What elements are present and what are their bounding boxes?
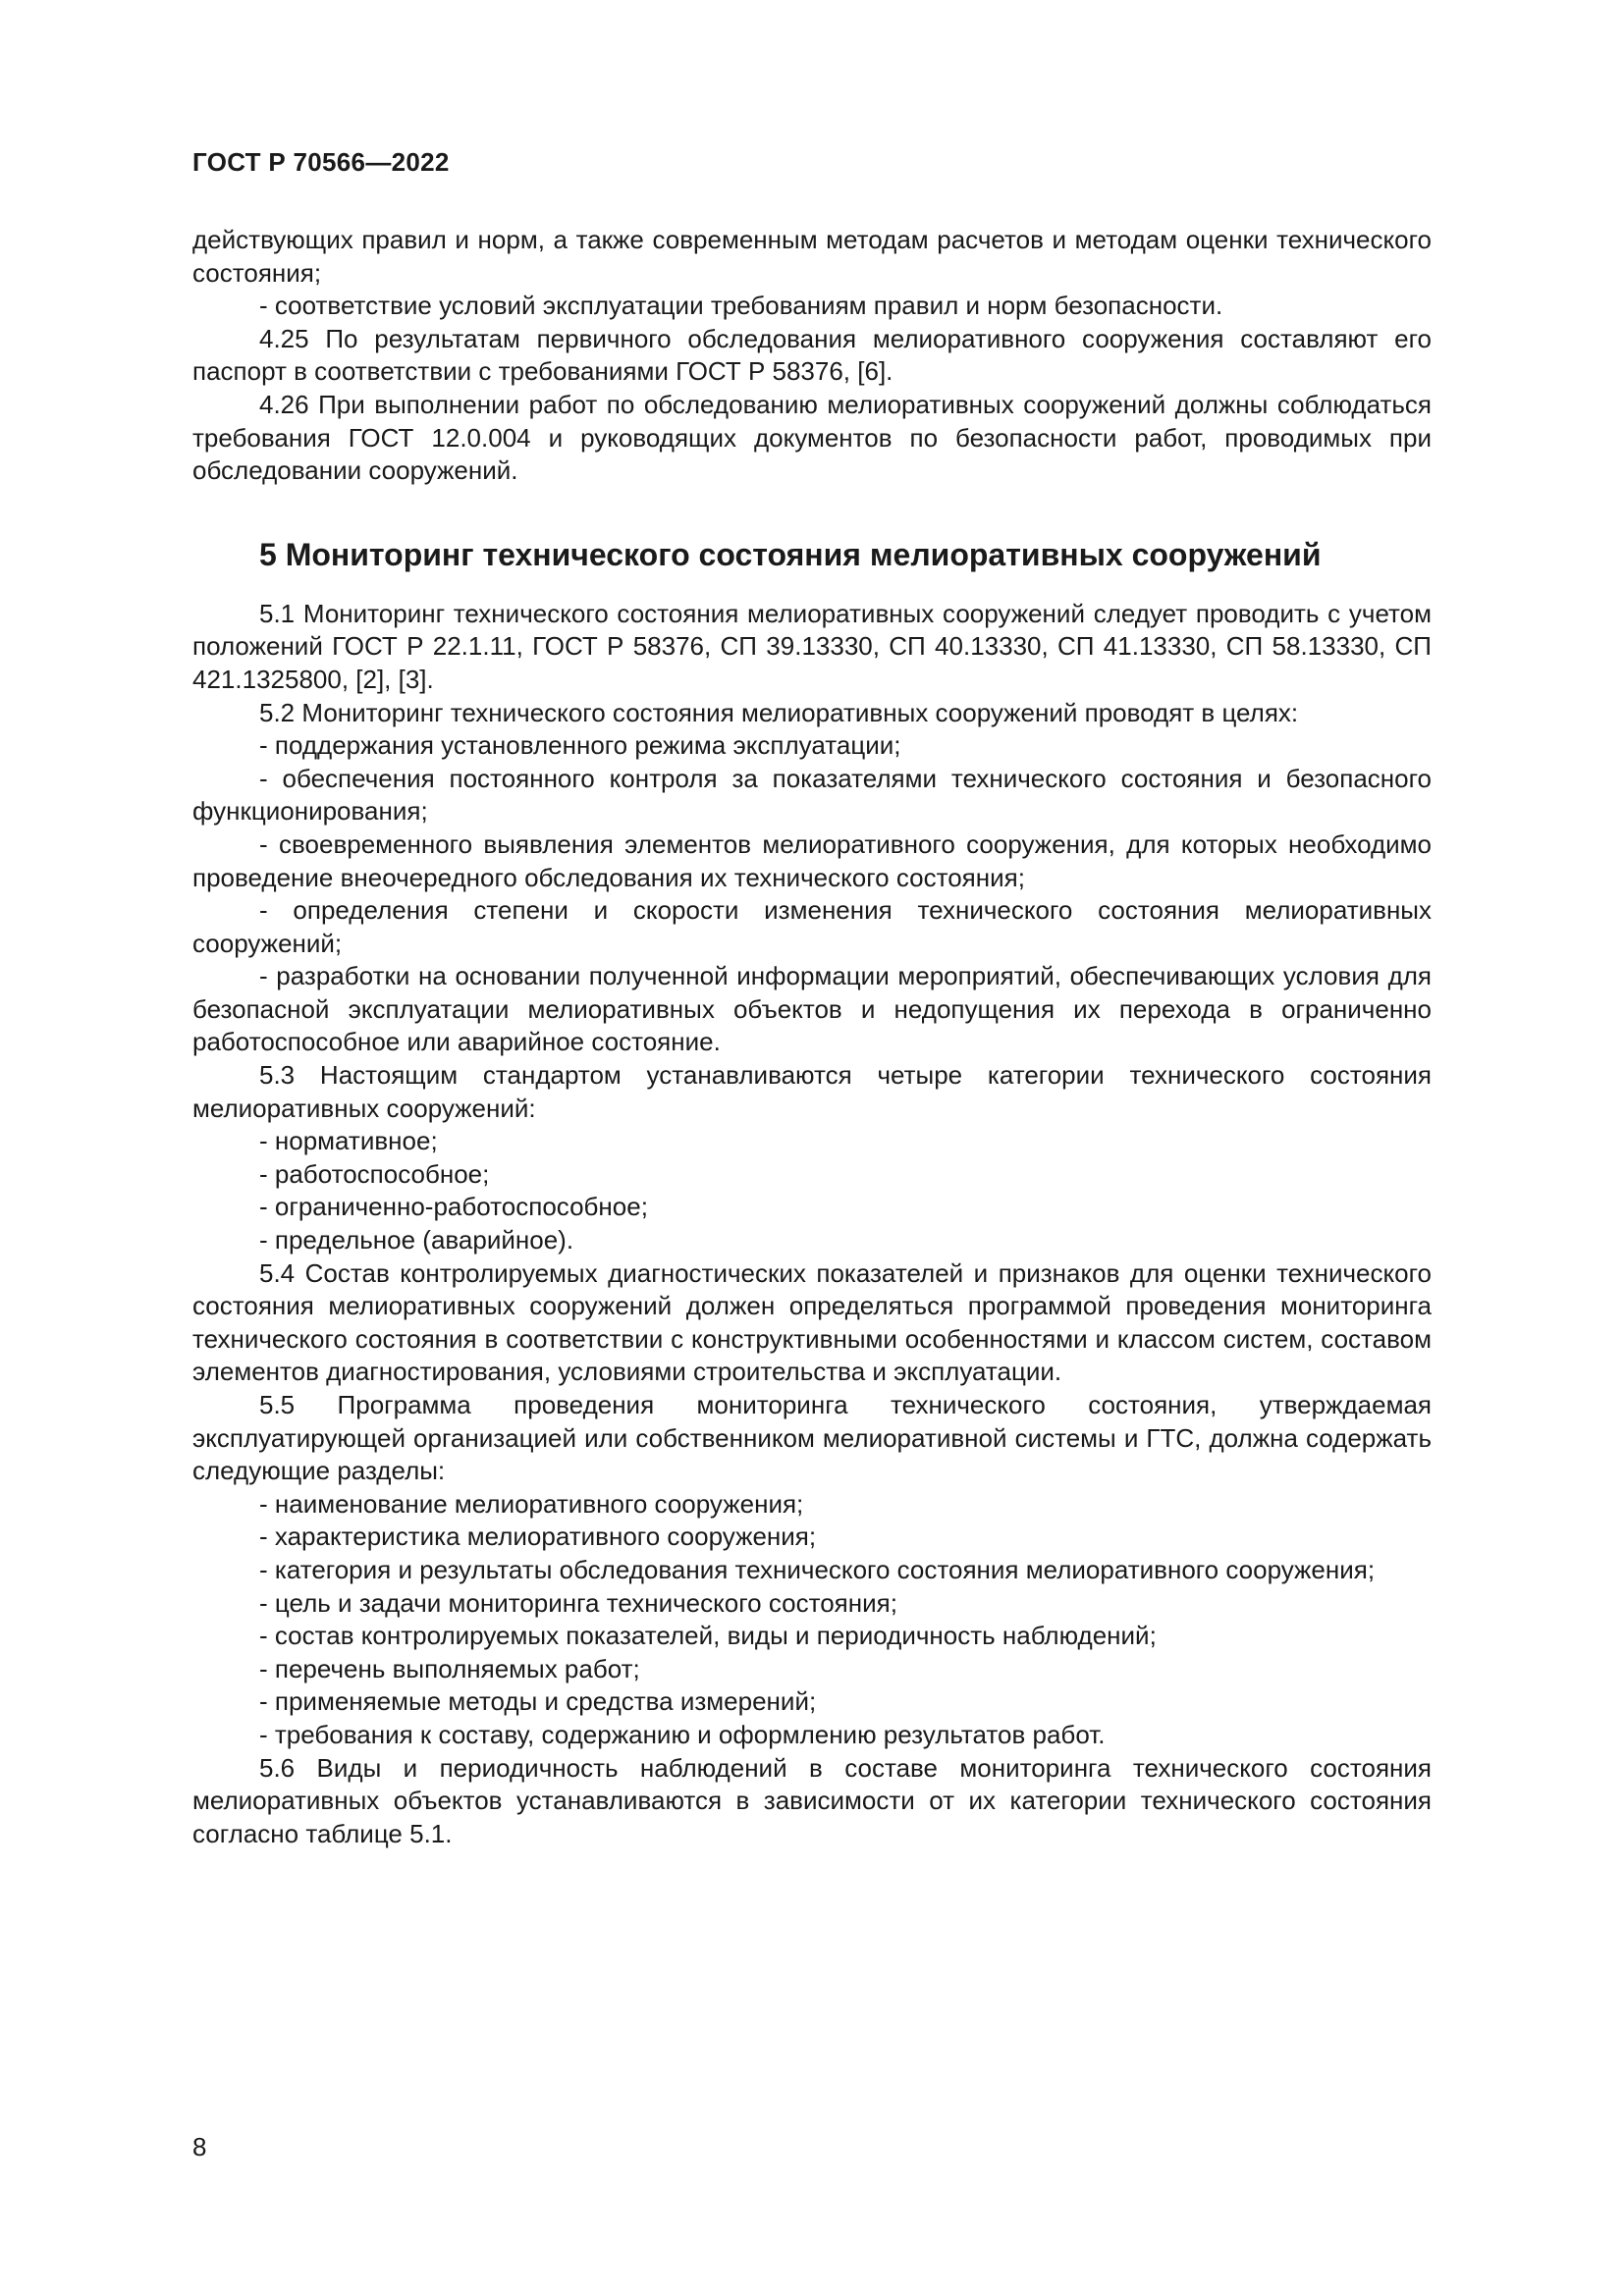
list-item: - обеспечения постоянного контроля за показателями технического состояния и безопасного функционирования; xyxy=(192,763,1432,827)
list-item: - ограниченно-работоспособное; xyxy=(259,1192,648,1222)
list-item: - разработки на основании полученной информации мероприятий, обеспечивающих условия для безопасной эксплуатации мелиоративных объектов и недопущения их перехода в ограниченно работоспособное или аварийное состояние. xyxy=(192,961,1432,1057)
list-item: - требования к составу, содержанию и оформлению результатов работ. xyxy=(259,1719,1106,1749)
paragraph-5-4: 5.4 Состав контролируемых диагностических показателей и признаков для оценки технического состояния мелиоративных сооружений должен определяться программой проведения мониторинга технического состояния в соответствии с конструктивными особенностями и классом систем, составом элементов диагностирования, условиями строительства и эксплуатации. xyxy=(192,1257,1432,1387)
paragraph-5-1: 5.1 Мониторинг технического состояния мелиоративных сооружений следует проводить с учетом положений ГОСТ Р 22.1.11, ГОСТ Р 58376, СП 39.13330, СП 40.13330, СП 41.13330, СП 58.13330, СП 421.1325800, [2], [3]. xyxy=(192,598,1432,694)
paragraph-4-26: 4.26 При выполнении работ по обследованию мелиоративных сооружений должны соблюдаться требования ГОСТ 12.0.004 и руководящих документов по безопасности работ, проводимых при обследовании сооружений. xyxy=(192,389,1432,486)
paragraph-5-3: 5.3 Настоящим стандартом устанавливаются четыре категории технического состояния мелиоративных сооружений: xyxy=(192,1060,1432,1123)
paragraph-continued: действующих правил и норм, а также современным методам расчетов и методам оценки технического состояния; xyxy=(192,225,1432,288)
list-item: - своевременного выявления элементов мелиоративного сооружения, для которых необходимо проведение внеочередного обследования их технического состояния; xyxy=(192,828,1432,892)
list-item: - цель и задачи мониторинга технического состояния; xyxy=(259,1587,897,1618)
list-item: - характеристика мелиоративного сооружения; xyxy=(259,1522,817,1552)
paragraph-5-5: 5.5 Программа проведения мониторинга технического состояния, утверждаемая эксплуатирующей организацией или собственником мелиоративной системы и ГТС, должна содержать следующие разделы: xyxy=(192,1390,1432,1486)
list-item: - предельное (аварийное). xyxy=(259,1225,574,1255)
list-item: - состав контролируемых показателей, виды и периодичность наблюдений; xyxy=(259,1621,1157,1651)
list-item: - перечень выполняемых работ; xyxy=(259,1653,640,1683)
section-title: 5 Мониторинг технического состояния мелиоративных сооружений xyxy=(259,536,1322,572)
list-item: - наименование мелиоративного сооружения; xyxy=(259,1488,804,1519)
list-item: - работоспособное; xyxy=(259,1158,490,1189)
list-item: - соответствие условий эксплуатации требованиям правил и норм безопасности. xyxy=(259,291,1223,321)
list-item: - поддержания установленного режима эксплуатации; xyxy=(259,730,901,761)
list-item: - категория и результаты обследования технического состояния мелиоративного сооружения; xyxy=(259,1554,1376,1584)
page-number: 8 xyxy=(192,2132,207,2162)
list-item: - применяемые методы и средства измерений; xyxy=(259,1686,817,1717)
document-body xyxy=(192,224,1432,1850)
list-item: - нормативное; xyxy=(259,1126,438,1156)
paragraph-5-6: 5.6 Виды и периодичность наблюдений в составе мониторинга технического состояния мелиоративных объектов устанавливаются в зависимости от их категории технического состояния согласно таблице 5.1. xyxy=(192,1752,1432,1848)
document-header: ГОСТ Р 70566—2022 xyxy=(192,147,450,177)
paragraph-4-25: 4.25 По результатам первичного обследования мелиоративного сооружения составляют его паспорт в соответствии с требованиями ГОСТ Р 58376, [6]. xyxy=(192,323,1432,387)
paragraph-5-2: 5.2 Мониторинг технического состояния мелиоративных сооружений проводят в целях: xyxy=(259,697,1299,727)
list-item: - определения степени и скорости изменения технического состояния мелиоративных сооружений; xyxy=(192,895,1432,958)
